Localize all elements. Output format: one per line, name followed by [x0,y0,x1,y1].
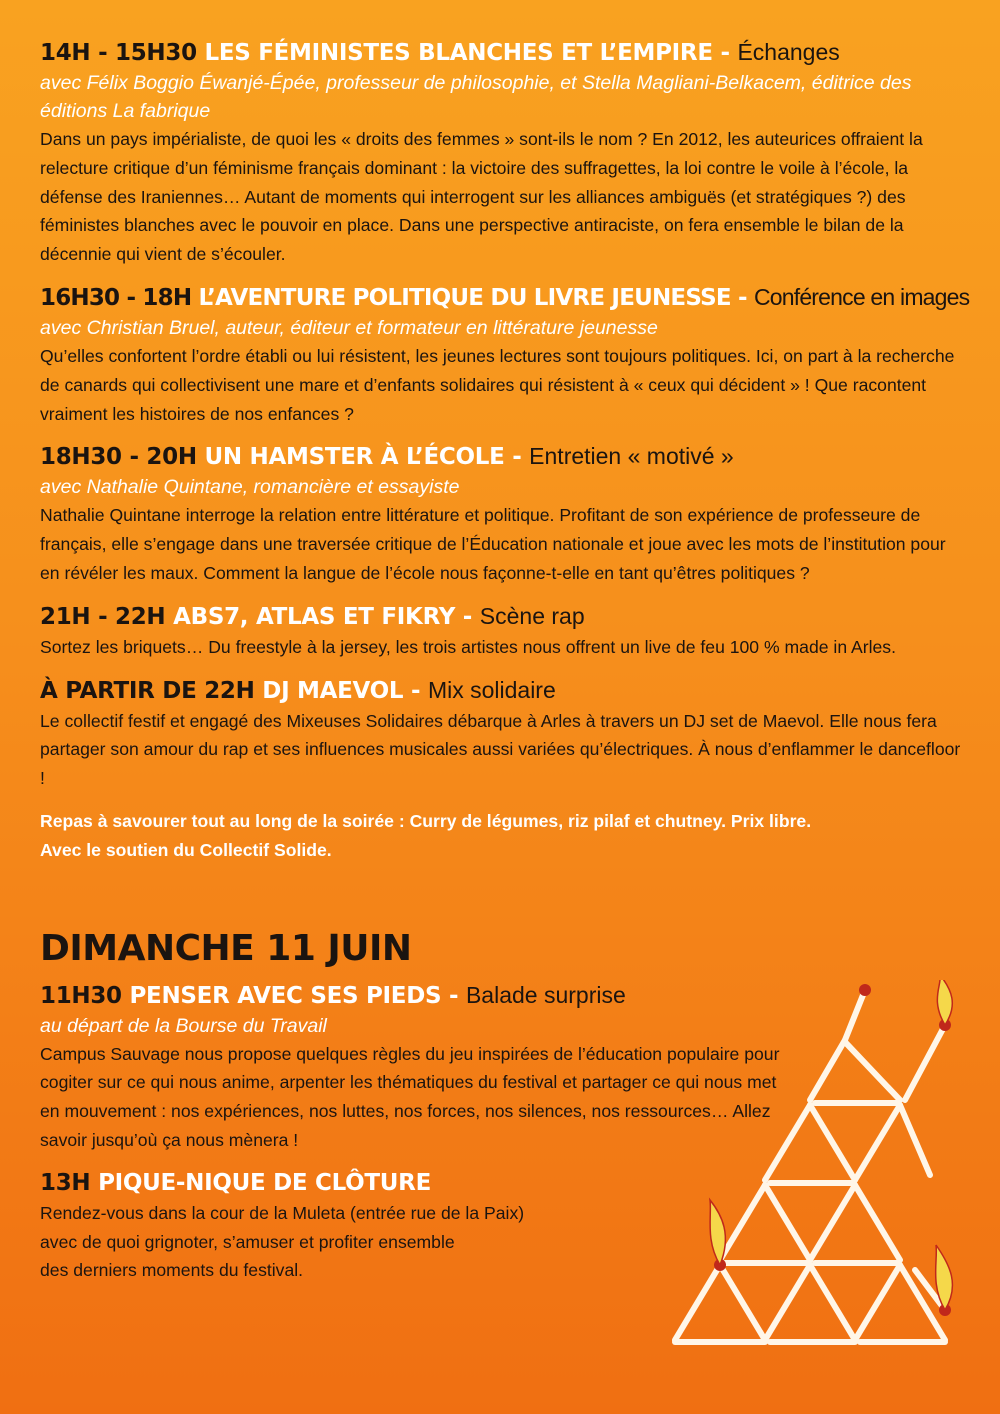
event-time: 11H30 [40,982,122,1009]
burning-matchsticks-illustration [660,980,1000,1400]
event-dj [40,674,965,793]
event-title: UN HAMSTER À L’ÉCOLE [204,444,505,471]
event-description: Dans un pays impérialiste, de quoi les « droits des femmes » sont-ils le nom ? En 2012, les auteurices offraient la relecture critique d’un féminisme français dominant : la victoire des suffragettes, la loi contre le voile à l’école, la défense des Iraniennes… Autant de moments qui interrogent sur les alliances ambiguës (et stratégiques ?) des féministes blanches avec le pouvoir en place. Dans une perspective antiraciste, on fera ensemble le bilan de la décennie qui vient de s’écouler. [40,129,923,265]
event-kind: Scène rap [479,602,585,629]
event-title: PENSER AVEC SES PIEDS [129,982,442,1009]
event-title: LES FÉMINISTES BLANCHES ET L’EMPIRE [204,40,713,66]
event-description [40,1199,600,1285]
event-kind: Échanges [737,39,840,65]
event-title: L’AVENTURE POLITIQUE DU LIVRE JEUNESSE [198,284,731,311]
event-description: Le collectif festif et engagé des Mixeuses Solidaires débarque à Arles à travers un DJ set de Maevol. Elle nous fera partager son amour du rap et ses influences musicales aussi variées qu’électriques. À nous d’enflammer le dancefloor ! [40,710,961,789]
event-livre-jeunesse [40,281,970,428]
meal-note-line: Repas à savourer tout au long de la soirée : Curry de légumes, riz pilaf et chutney. Prix libre. [40,810,812,831]
event-time: À PARTIR DE 22H [40,677,255,704]
event-hamster [40,440,965,587]
event-time: 14H - 15H30 [40,40,197,66]
event-title: PIQUE-NIQUE DE CLÔTURE [98,1169,431,1196]
event-rap [40,600,965,662]
event-kind: Mix solidaire [427,676,556,703]
day-heading: DIMANCHE 11 JUIN [40,927,412,969]
description-line: avec de quoi grignoter, s’amuser et profiter ensemble [40,1231,455,1252]
event-feministes [40,36,965,269]
description-line: des derniers moments du festival. [40,1260,304,1281]
event-kind: Balade surprise [465,981,626,1008]
description-line: Rendez-vous dans la cour de la Muleta (entrée rue de la Paix) [40,1202,525,1223]
event-title: ABS7, ATLAS ET FIKRY [173,603,456,630]
event-description: Nathalie Quintane interroge la relation entre littérature et politique. Profitant de son expérience de professeure de français, elle s’engage dans une traversée critique de l’Éducation nationale et joue avec les mots de l’institution pour en révéler les maux. Comment la langue de l’école nous façonne-t-elle en tant qu’êtres politiques ? [40,505,946,583]
support-note-line: Avec le soutien du Collectif Solide. [40,839,332,860]
meal-note [40,807,965,865]
event-guests: au départ de la Bourse du Travail [40,1014,327,1037]
event-description: Sortez les briquets… Du freestyle à la jersey, les trois artistes nous offrent un live de feu 100 % made in Arles. [40,636,896,657]
event-heading: 18H30 - 20H UN HAMSTER À L’ÉCOLE - Entretien « motivé » [40,443,734,471]
event-heading: 14H - 15H30 LES FÉMINISTES BLANCHES ET L’EMPIRE - Échanges [40,39,840,66]
event-time: 13H [40,1169,91,1196]
event-guests: avec Nathalie Quintane, romancière et essayiste [40,476,460,499]
event-heading: 16H30 - 18H L’AVENTURE POLITIQUE DU LIVRE JEUNESSE - Conférence en images [40,283,970,311]
event-guests: avec Christian Bruel, auteur, éditeur et formateur en littérature jeunesse [40,316,658,339]
event-description: Qu’elles confortent l’ordre établi ou lui résistent, les jeunes lectures sont toujours politiques. Ici, on part à la recherche de canards qui collectivisent une mare et d’enfants solidaires qui résistent à « ceux qui décident » ! Que racontent vraiment les histoires de nos enfances ? [40,345,955,424]
event-heading: À PARTIR DE 22H DJ MAEVOL - Mix solidaire [40,676,556,704]
event-heading: 11H30 PENSER AVEC SES PIEDS - Balade surprise [40,981,626,1009]
event-title: DJ MAEVOL [262,677,404,704]
event-description: Campus Sauvage nous propose quelques règles du jeu inspirées de l’éducation populaire pour cogiter sur ce qui nous anime, arpenter les thématiques du festival et partager ce qui nous met en mouvement : nos expériences, nos luttes, nos forces, nos silences, nos ressources… Allez savoir jusqu’où ça nous mènera ! [40,1043,780,1150]
event-guests: avec Félix Boggio Éwanjé-Épée, professeur de philosophie, et Stella Magliani-Belkacem, éditrice des éditions La fabrique [40,72,912,122]
event-time: 18H30 - 20H [40,444,197,471]
event-kind: Entretien « motivé » [529,443,734,470]
event-time: 21H - 22H [40,603,166,630]
event-kind: Conférence en images [753,283,970,310]
event-time: 16H30 - 18H [40,284,192,311]
event-heading: 21H - 22H ABS7, ATLAS ET FIKRY - Scène rap [40,602,585,630]
